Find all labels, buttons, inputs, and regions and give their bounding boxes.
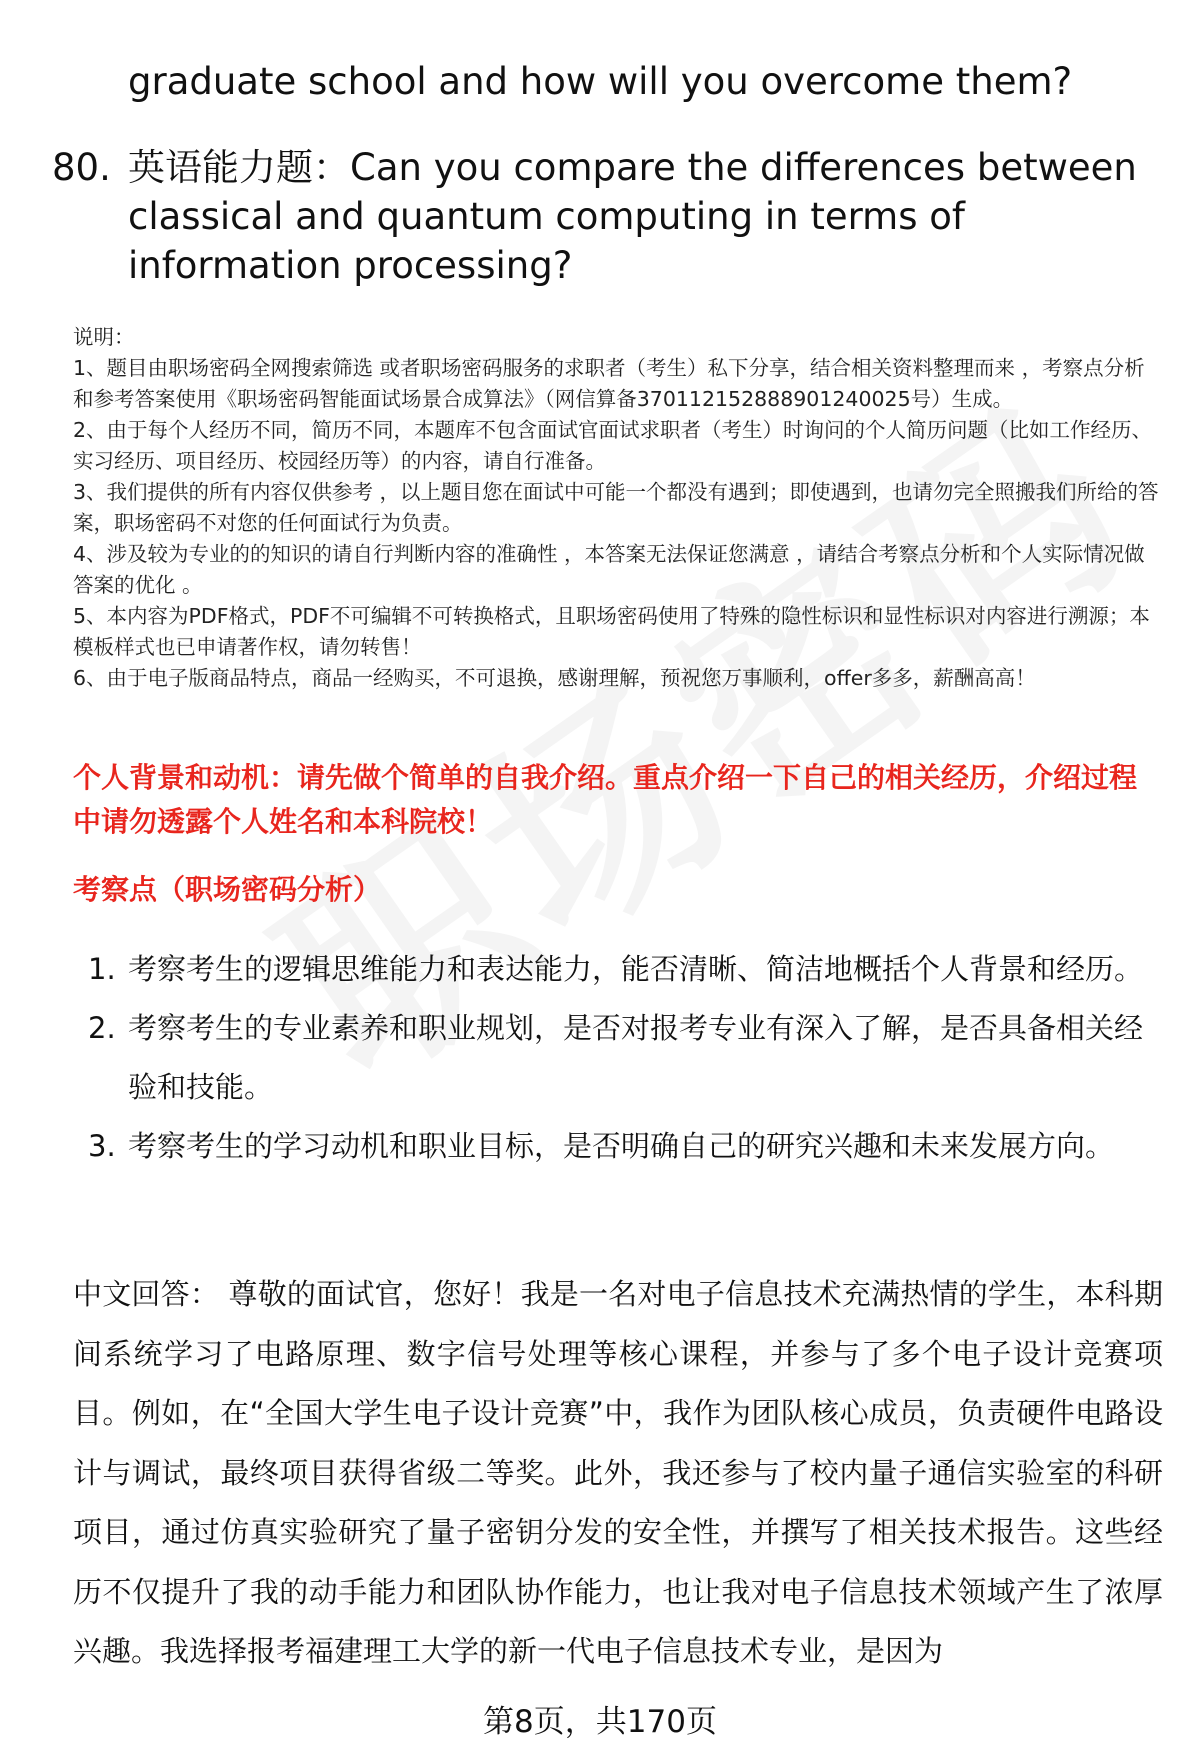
list-item <box>80 1117 1160 1176</box>
notes-section <box>73 322 1163 694</box>
list-text: 考察考生的专业素养和职业规划，是否对报考专业有深入了解，是否具备相关经验和技能。 <box>128 1011 1144 1104</box>
note-item: 2、由于每个人经历不同，简历不同，本题库不包含面试官面试求职者（考生）时询问的个人简历问题（比如工作经历、实习经历、项目经历、校园经历等）的内容，请自行准备。 <box>73 418 1153 473</box>
question-80 <box>52 143 1162 290</box>
analysis-title: 考察点（职场密码分析） <box>73 873 382 906</box>
note-item: 3、我们提供的所有内容仅供参考 ，以上题目您在面试中可能一个都没有遇到；即使遇到，也请勿完全照搬我们所给的答案，职场密码不对您的任何面试行为负责。 <box>73 480 1159 535</box>
section-question: 个人背景和动机：请先做个简单的自我介绍。重点介绍一下自己的相关经历，介绍过程中请勿透露个人姓名和本科院校！ <box>73 761 1138 838</box>
question-continuation: graduate school and how will you overcome them? <box>128 60 1073 103</box>
list-number: 3. <box>88 1129 116 1163</box>
note-item: 4、涉及较为专业的的知识的请自行判断内容的准确性 ，本答案无法保证您满意 ，请结合考察点分析和个人实际情况做答案的优化 。 <box>73 542 1145 597</box>
list-number: 2. <box>88 1011 116 1045</box>
note-item: 5、本内容为PDF格式，PDF不可编辑不可转换格式，且职场密码使用了特殊的隐性标识和显性标识对内容进行溯源；本模板样式也已申请著作权，请勿转售！ <box>73 604 1150 659</box>
question-number: 80. <box>52 146 111 189</box>
question-text: 英语能力题：Can you compare the differences between classical and quantum computing in terms of information processing? <box>128 146 1137 287</box>
list-text: 考察考生的逻辑思维能力和表达能力，能否清晰、简洁地概括个人背景和经历。 <box>128 952 1144 986</box>
list-item <box>80 999 1160 1117</box>
answer-paragraph: 中文回答： 尊敬的面试官，您好！我是一名对电子信息技术充满热情的学生，本科期间系统学习了电路原理、数字信号处理等核心课程，并参与了多个电子设计竞赛项目。例如，在“全国大学生电子设计竞赛”中，我作为团队核心成员，负责硬件电路设计与调试，最终项目获得省级二等奖。此外，我还参与了校内量子通信实验室的科研项目，通过仿真实验研究了量子密钥分发的安全性，并撰写了相关技术报告。这些经历不仅提升了我的动手能力和团队协作能力，也让我对电子信息技术领域产生了浓厚兴趣。我选择报考福建理工大学的新一代电子信息技术专业，是因为 <box>73 1277 1163 1668</box>
list-item <box>80 940 1160 999</box>
analysis-points <box>80 940 1160 1176</box>
page-number: 第8页，共170页 <box>483 1704 717 1740</box>
note-item: 1、题目由职场密码全网搜索筛选 或者职场密码服务的求职者（考生）私下分享，结合相关资料整理而来 ，考察点分析和参考答案使用《职场密码智能面试场景合成算法》（网信算备370112152888901240025号）生成。 <box>73 356 1145 411</box>
notes-heading: 说明： <box>73 325 135 349</box>
list-number: 1. <box>88 952 116 986</box>
note-item: 6、由于电子版商品特点，商品一经购买，不可退换，感谢理解，预祝您万事顺利，offer多多，薪酬高高！ <box>73 666 1036 690</box>
list-text: 考察考生的学习动机和职业目标，是否明确自己的研究兴趣和未来发展方向。 <box>128 1129 1115 1163</box>
